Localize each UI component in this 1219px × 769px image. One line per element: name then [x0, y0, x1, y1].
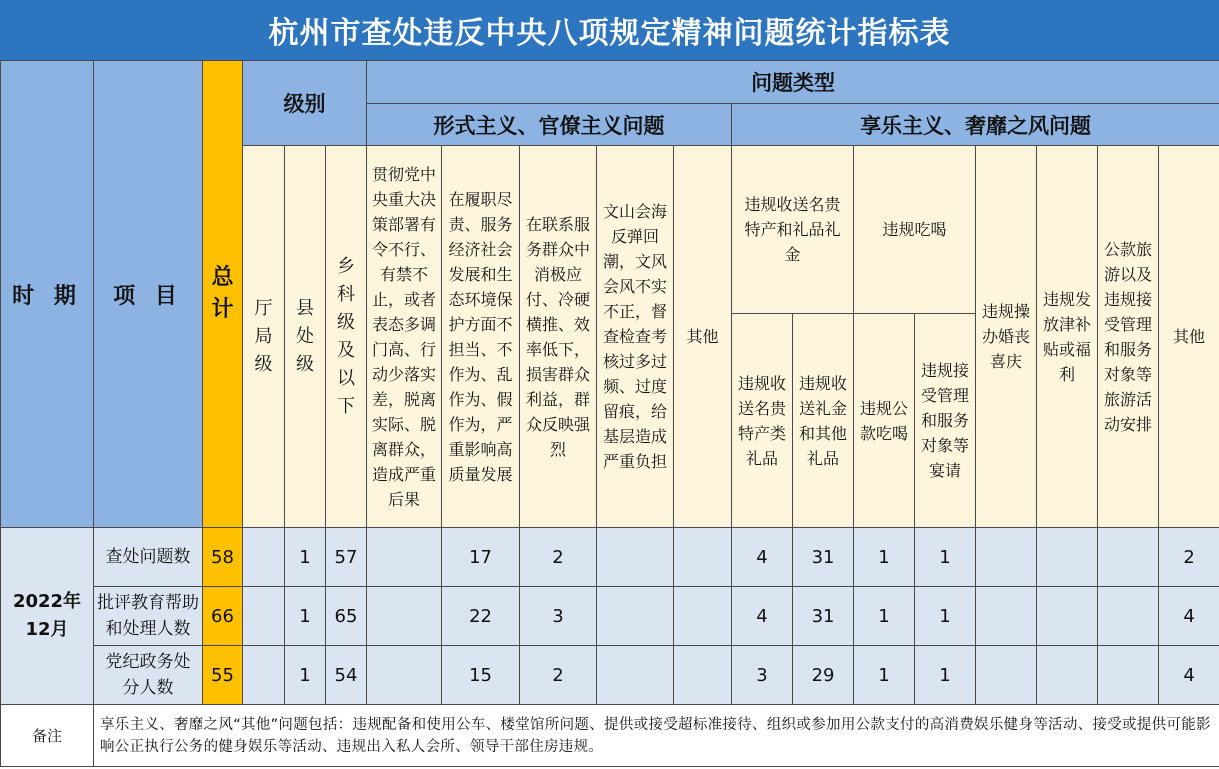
header-hedonism-group: 享乐主义、奢靡之风问题 — [732, 104, 1219, 146]
header-dining-public: 违规公款吃喝 — [854, 314, 915, 528]
row-label: 批评教育帮助和处理人数 — [94, 587, 203, 646]
data-cell: 17 — [442, 528, 520, 587]
data-cell — [1098, 528, 1159, 587]
header-hedonism-wedding: 违规操办婚丧喜庆 — [976, 146, 1037, 528]
data-cell — [597, 528, 674, 587]
data-cell: 2 — [520, 646, 597, 705]
data-cell: 3 — [520, 587, 597, 646]
data-cell — [976, 646, 1037, 705]
data-cell — [243, 646, 285, 705]
data-cell — [976, 528, 1037, 587]
header-period: 时 期 — [1, 61, 94, 528]
data-cell: 4 — [732, 528, 793, 587]
data-cell: 1 — [854, 528, 915, 587]
note-text: 享乐主义、奢靡之风“其他”问题包括：违规配备和使用公车、楼堂馆所问题、提供或接受超标准接待、组织或参加用公款支付的高消费娱乐健身等活动、接受或提供可能影响公正执行公务的健身娱乐等活动、违规出入私人会所、领导干部住房违规。 — [94, 705, 1219, 767]
data-cell: 1 — [854, 646, 915, 705]
data-cell: 1 — [285, 587, 326, 646]
period-cell: 2022年12月 — [1, 528, 94, 705]
total-cell: 58 — [203, 528, 243, 587]
row-label: 党纪政务处分人数 — [94, 646, 203, 705]
data-cell: 57 — [326, 528, 367, 587]
data-cell — [597, 587, 674, 646]
total-cell: 55 — [203, 646, 243, 705]
header-problem-type: 问题类型 — [367, 61, 1219, 104]
row-label: 查处问题数 — [94, 528, 203, 587]
data-cell — [1037, 528, 1098, 587]
data-cell: 2 — [520, 528, 597, 587]
data-cell: 22 — [442, 587, 520, 646]
data-cell: 4 — [1159, 646, 1219, 705]
header-gift-cash: 违规收送礼金和其他礼品 — [793, 314, 854, 528]
note-label: 备注 — [1, 705, 94, 767]
data-cell: 1 — [285, 528, 326, 587]
data-cell — [367, 528, 442, 587]
header-gift-specialty: 违规收送名贵特产类礼品 — [732, 314, 793, 528]
header-hedonism-subsidy: 违规发放津补贴或福利 — [1037, 146, 1098, 528]
data-cell — [243, 587, 285, 646]
data-cell: 1 — [854, 587, 915, 646]
table-row — [1, 528, 1219, 587]
header-formalism-4: 文山会海反弹回潮，文风会风不实不正，督查检查考核过多过频、过度留痕，给基层造成严重负担 — [597, 146, 674, 528]
table-row — [1, 587, 1219, 646]
header-hedonism-travel: 公款旅游以及违规接受管理和服务对象等旅游活动安排 — [1098, 146, 1159, 528]
data-cell: 31 — [793, 587, 854, 646]
header-level-group: 级别 — [243, 61, 367, 146]
data-cell — [674, 528, 732, 587]
data-cell — [1037, 587, 1098, 646]
data-cell: 29 — [793, 646, 854, 705]
data-cell — [1098, 646, 1159, 705]
header-formalism-1: 贯彻党中央重大决策部署有令不行、有禁不止，或者表态多调门高、行动少落实差，脱离实际、脱离群众，造成严重后果 — [367, 146, 442, 528]
header-formalism-2: 在履职尽责、服务经济社会发展和生态环境保护方面不担当、不作为、乱作为、假作为，严重影响高质量发展 — [442, 146, 520, 528]
header-item: 项 目 — [94, 61, 203, 528]
header-formalism-other: 其他 — [674, 146, 732, 528]
header-total: 总计 — [203, 61, 243, 528]
total-cell: 66 — [203, 587, 243, 646]
header-formalism-group: 形式主义、官僚主义问题 — [367, 104, 732, 146]
data-cell: 1 — [285, 646, 326, 705]
data-cell — [674, 646, 732, 705]
data-cell — [674, 587, 732, 646]
data-cell: 1 — [915, 528, 976, 587]
header-hedonism-other: 其他 — [1159, 146, 1219, 528]
table-row — [1, 646, 1219, 705]
data-cell: 15 — [442, 646, 520, 705]
data-cell — [367, 646, 442, 705]
data-cell: 31 — [793, 528, 854, 587]
data-cell — [243, 528, 285, 587]
data-cell — [367, 587, 442, 646]
header-dining-banquet: 违规接受管理和服务对象等宴请 — [915, 314, 976, 528]
data-cell: 2 — [1159, 528, 1219, 587]
data-cell: 54 — [326, 646, 367, 705]
data-cell: 1 — [915, 646, 976, 705]
data-cell: 4 — [1159, 587, 1219, 646]
header-level-xian: 县处级 — [285, 146, 326, 528]
note-row — [1, 705, 1219, 767]
header-gift-group: 违规收送名贵特产和礼品礼金 — [732, 146, 854, 314]
data-cell: 4 — [732, 587, 793, 646]
data-cell: 3 — [732, 646, 793, 705]
data-cell — [1098, 587, 1159, 646]
data-cell — [597, 646, 674, 705]
sheet-title: 杭州市查处违反中央八项规定精神问题统计指标表 — [0, 0, 1219, 60]
header-level-ting: 厅局级 — [243, 146, 285, 528]
stats-table — [0, 60, 1219, 767]
header-formalism-3: 在联系服务群众中消极应付、冷硬横推、效率低下，损害群众利益，群众反映强烈 — [520, 146, 597, 528]
data-cell: 65 — [326, 587, 367, 646]
data-cell — [976, 587, 1037, 646]
header-dining-group: 违规吃喝 — [854, 146, 976, 314]
header-level-xiang: 乡科级及以下 — [326, 146, 367, 528]
data-cell — [1037, 646, 1098, 705]
data-cell: 1 — [915, 587, 976, 646]
